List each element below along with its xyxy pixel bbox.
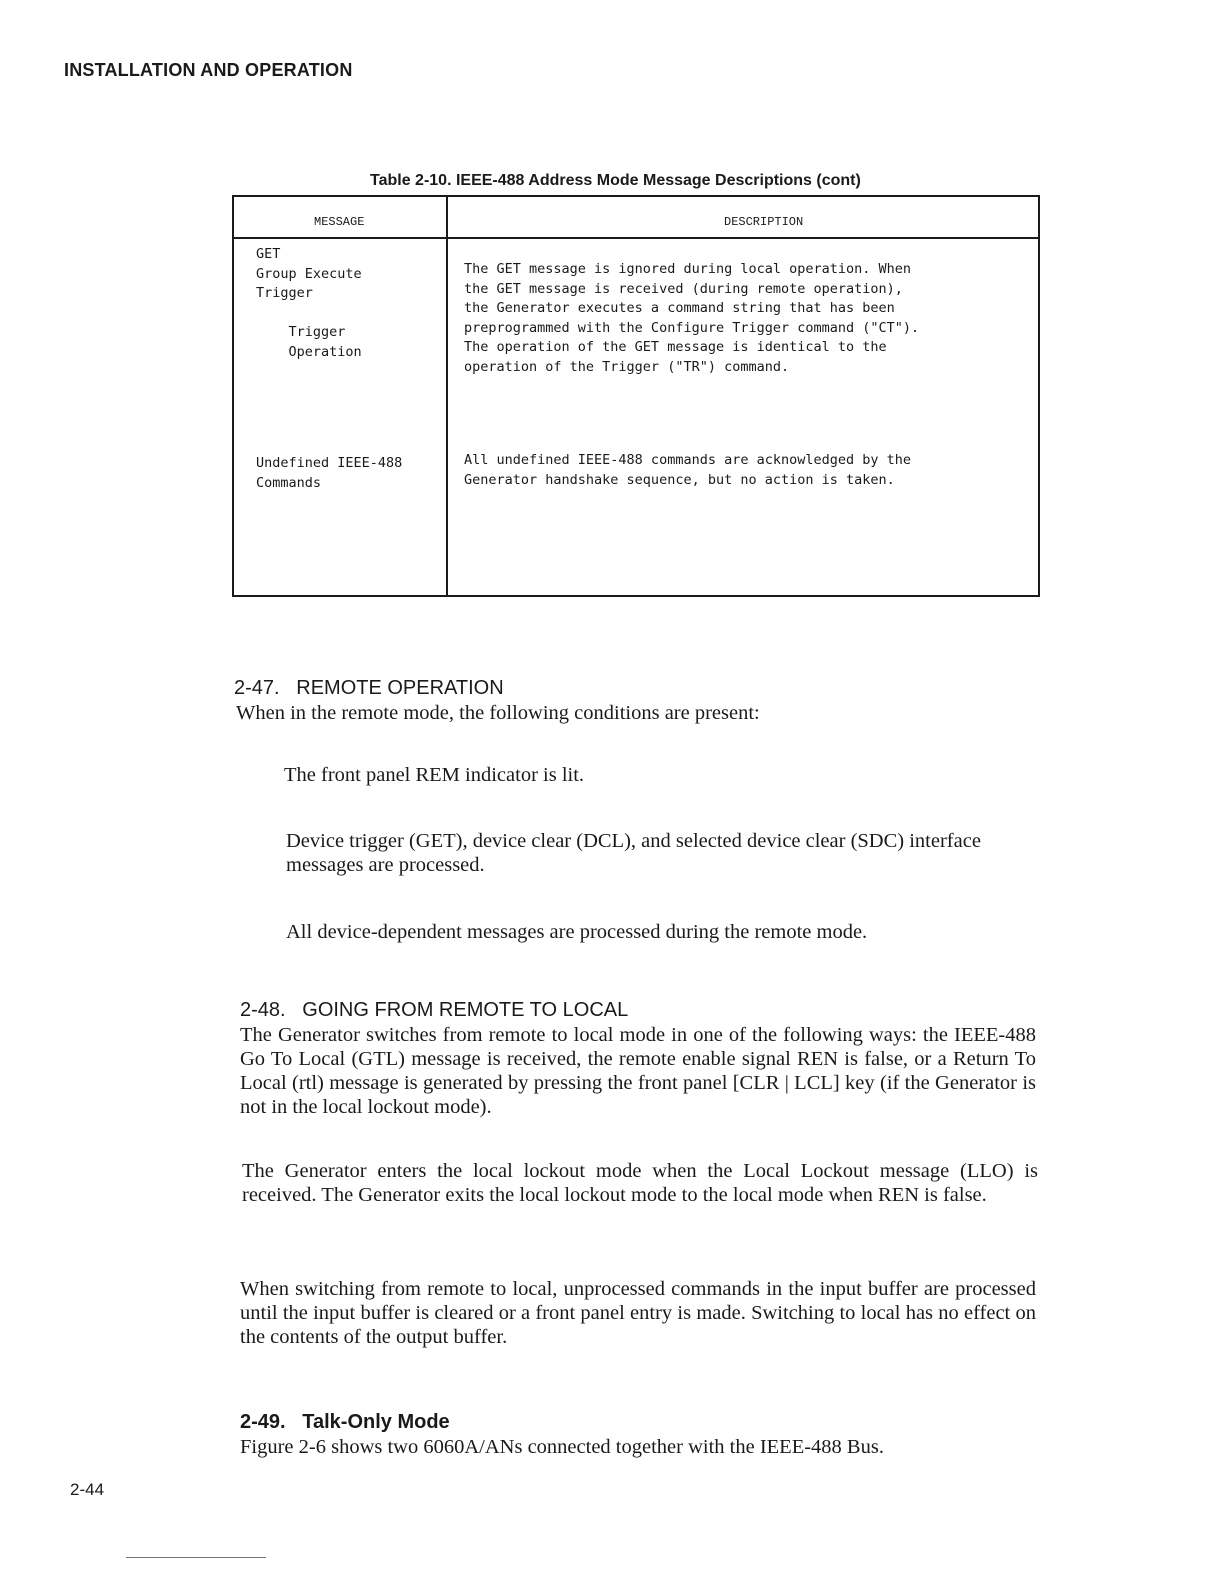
table-row-undefined-message: Undefined IEEE-488 Commands	[256, 455, 403, 491]
column-header-message: MESSAGE	[314, 215, 365, 229]
paragraph-talk-only: Figure 2-6 shows two 6060A/ANs connected together with the IEEE-488 Bus.	[240, 1436, 884, 1458]
table-row-undefined-description: All undefined IEEE-488 commands are acknowledged by the Generator handshake sequence, but no action is taken.	[464, 452, 912, 488]
table-row-get-description: The GET message is ignored during local operation. When the GET message is received (during remote operation), the Generator executes a command string that has been preprogrammed with the Configure Trigger command ("CT"). The operation of the GET message is identical to the operation of the Trigger ("TR") command.	[464, 261, 920, 375]
paragraph-remote-intro: When in the remote mode, the following conditions are present:	[236, 702, 760, 724]
message-table	[232, 195, 1040, 597]
list-item: All device-dependent messages are processed during the remote mode.	[286, 921, 868, 943]
paragraph-remote-to-local-1: The Generator switches from remote to local mode in one of the following ways: the IEEE-488 Go To Local (GTL) message is received, the remote enable signal REN is false, or a Return To Local (rtl) message is generated by pressing the front panel [CLR | LCL] key (if the Generator is not in the local lockout mode).	[240, 1024, 1036, 1118]
list-item: Device trigger (GET), device clear (DCL), and selected device clear (SDC) interface messages are processed.	[286, 830, 981, 876]
paragraph-remote-to-local-2: The Generator enters the local lockout mode when the Local Lockout message (LLO) is received. The Generator exits the local lockout mode to the local mode when REN is false.	[242, 1160, 1038, 1206]
column-header-description: DESCRIPTION	[724, 215, 804, 229]
table-row-get-message: GET Group Execute Trigger Trigger Operation	[256, 246, 362, 360]
list-item: The front panel REM indicator is lit.	[284, 764, 585, 786]
footer-rule	[126, 1557, 266, 1558]
section-heading-talk-only: 2-49. Talk-Only Mode	[240, 1411, 450, 1433]
table-caption: Table 2-10. IEEE-488 Address Mode Message Descriptions (cont)	[370, 172, 861, 189]
running-head: INSTALLATION AND OPERATION	[64, 60, 353, 80]
section-heading-remote-operation: 2-47. REMOTE OPERATION	[234, 677, 504, 699]
page-number: 2-44	[70, 1480, 105, 1499]
table-column-divider	[446, 197, 448, 595]
section-heading-remote-to-local: 2-48. GOING FROM REMOTE TO LOCAL	[240, 999, 629, 1021]
paragraph-remote-to-local-3: When switching from remote to local, unprocessed commands in the input buffer are processed until the input buffer is cleared or a front panel entry is made. Switching to local has no effect on the contents of the output buffer.	[240, 1278, 1036, 1348]
table-header-divider	[234, 237, 1038, 239]
